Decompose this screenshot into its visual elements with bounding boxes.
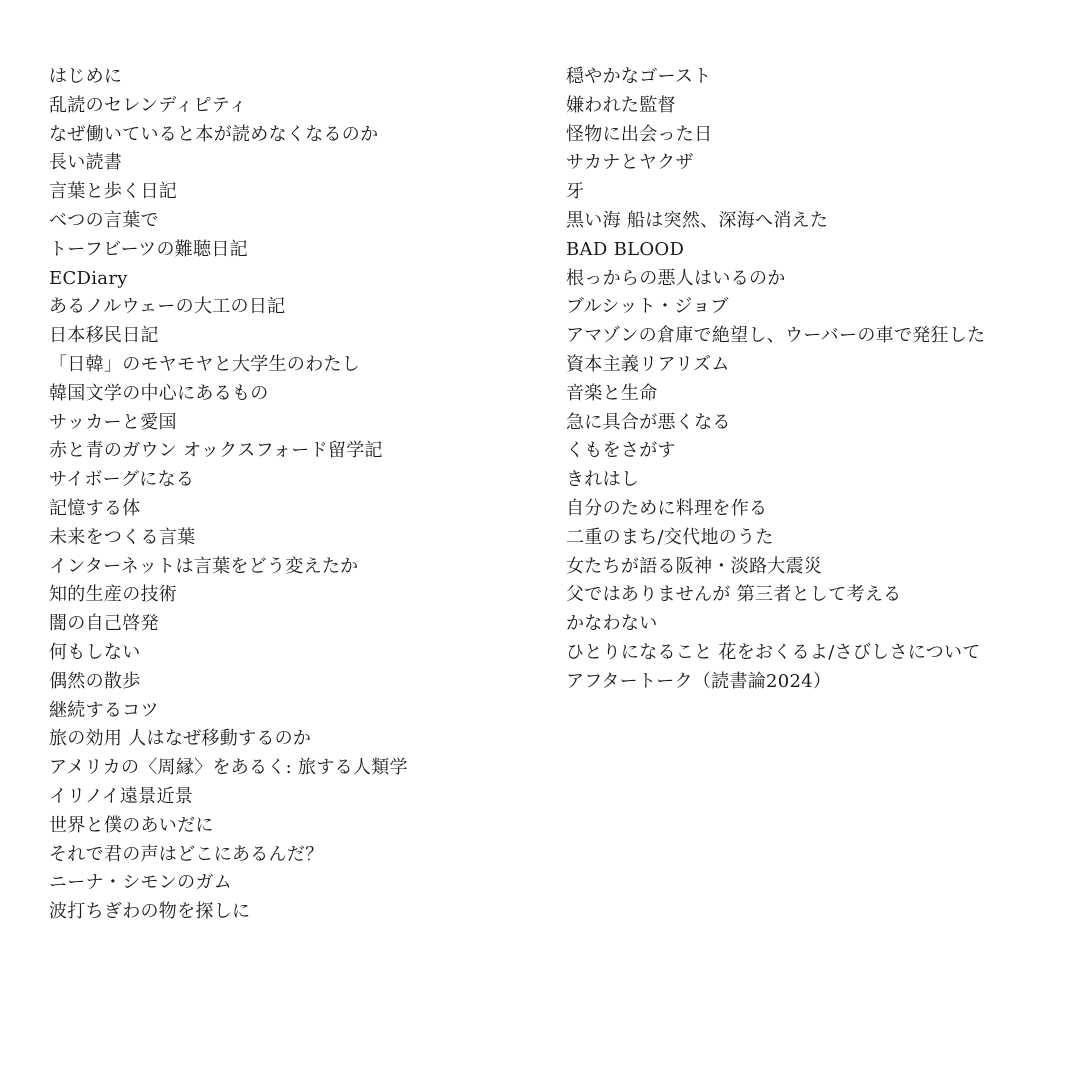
book-title: 黒い海 船は突然、深海へ消えた <box>566 209 829 231</box>
book-title: 乱読のセレンディピティ <box>49 94 247 116</box>
book-title: イリノイ遠景近景 <box>49 785 194 807</box>
book-title: サイボーグになる <box>49 469 195 491</box>
book-title: 音楽と生命 <box>566 382 658 404</box>
book-title: きれはし <box>566 469 640 491</box>
book-title: はじめに <box>49 66 123 87</box>
book-title: 自分のために料理を作る <box>566 497 768 519</box>
book-title: 資本主義リアリズム <box>566 353 730 375</box>
book-title: それで君の声はどこにあるんだ？ <box>49 843 324 865</box>
book-title: 「日韓」のモヤモヤと大学生のわたし <box>49 353 361 375</box>
book-title: ブルシット・ジョブ <box>566 296 729 318</box>
book-title: 長い読書 <box>49 152 123 174</box>
book-title: 女たちが語る阪神・淡路大震災 <box>566 555 823 577</box>
book-title: 記憶する体 <box>49 497 141 519</box>
book-title: 穏やかなゴースト <box>566 66 712 87</box>
book-title: 日本移民日記 <box>49 325 159 347</box>
book-title: インターネットは言葉をどう変えたか <box>49 555 359 577</box>
left-title-column <box>49 63 549 927</box>
book-title: 急に具合が悪くなる <box>566 411 731 433</box>
book-title: 父ではありませんが 第三者として考える <box>566 584 902 606</box>
book-title: アマゾンの倉庫で絶望し、ウーバーの車で発狂した <box>566 325 986 347</box>
book-title: ECDiary <box>49 267 128 289</box>
book-title: 旅の効用 人はなぜ移動するのか <box>49 728 312 750</box>
book-title: 闇の自己啓発 <box>49 613 159 635</box>
book-title: べつの言葉で <box>49 209 159 231</box>
book-title: 何もしない <box>49 641 141 663</box>
book-title: あるノルウェーの大工の日記 <box>49 296 286 318</box>
book-title: ひとりになること 花をおくるよ/さびしさについて <box>566 641 981 663</box>
book-title: なぜ働いていると本が読めなくなるのか <box>49 123 379 145</box>
book-title: 牙 <box>566 181 585 203</box>
book-title: 世界と僕のあいだに <box>49 814 214 836</box>
book-title: 二重のまち/交代地のうた <box>566 526 774 548</box>
right-title-column <box>566 63 1066 697</box>
book-title: 知的生産の技術 <box>49 584 178 606</box>
book-title: アメリカの〈周縁〉をあるく: 旅する人類学 <box>49 757 408 779</box>
book-title: BAD BLOOD <box>566 238 685 260</box>
book-title: 韓国文学の中心にあるもの <box>49 382 269 404</box>
book-title: サカナとヤクザ <box>566 152 694 174</box>
book-title: かなわない <box>566 613 658 635</box>
book-title: ニーナ・シモンのガム <box>49 872 232 894</box>
book-title: 言葉と歩く日記 <box>49 181 178 203</box>
book-title: 波打ちぎわの物を探しに <box>49 901 251 923</box>
book-title: トーフビーツの難聴日記 <box>49 238 248 260</box>
book-title: 未来をつくる言葉 <box>49 526 196 548</box>
book-title: アフタートーク（読書論2024） <box>566 670 832 692</box>
book-title: サッカーと愛国 <box>49 411 177 433</box>
book-title: 偶然の散歩 <box>49 670 141 692</box>
book-title: 継続するコツ <box>49 699 159 721</box>
book-title: 根っからの悪人はいるのか <box>566 267 786 289</box>
book-title: 怪物に出会った日 <box>566 123 713 145</box>
book-title: くもをさがす <box>566 440 676 462</box>
book-title: 嫌われた監督 <box>566 94 676 116</box>
book-title: 赤と青のガウン オックスフォード留学記 <box>49 440 383 462</box>
